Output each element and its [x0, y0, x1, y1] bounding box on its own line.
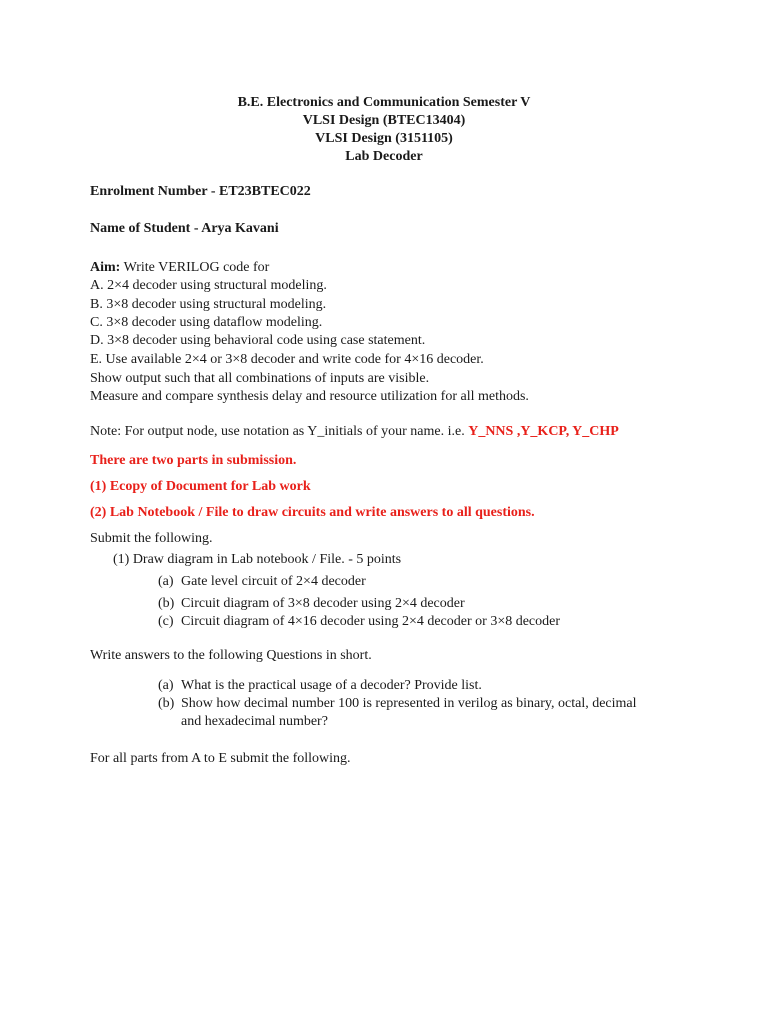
aim-note-measure: Measure and compare synthesis delay and resource utilization for all methods.	[90, 389, 529, 404]
aim-label: Aim:	[90, 260, 121, 275]
aim-item-d: D. 3×8 decoder using behavioral code using case statement.	[90, 333, 426, 348]
submit-subitem-b-label: (b)	[158, 596, 175, 611]
submit-following-heading: Submit the following.	[90, 531, 213, 546]
submission-part-1: (1) Ecopy of Document for Lab work	[90, 479, 311, 494]
aim-intro: Write VERILOG code for	[120, 260, 270, 275]
student-name: Name of Student - Arya Kavani	[90, 221, 279, 236]
submission-part-2: (2) Lab Notebook / File to draw circuits and write answers to all questions.	[90, 505, 535, 520]
submission-parts-heading: There are two parts in submission.	[90, 453, 297, 468]
submit-subitem-b-text: Circuit diagram of 3×8 decoder using 2×4 decoder	[181, 596, 465, 611]
header-line-course-1: VLSI Design (BTEC13404)	[302, 113, 466, 128]
aim-item-c: C. 3×8 decoder using dataflow modeling.	[90, 315, 323, 330]
header-line-course-2: VLSI Design (3151105)	[315, 131, 453, 146]
aim-item-b: B. 3×8 decoder using structural modeling.	[90, 297, 327, 312]
aim-heading	[90, 259, 269, 277]
question-a-label: (a)	[158, 678, 174, 693]
header-line-lab-title: Lab Decoder	[345, 149, 423, 164]
question-b-text: Show how decimal number 100 is represented in verilog as binary, octal, decimal	[181, 696, 637, 711]
output-node-note	[90, 423, 619, 441]
submit-subitem-a-label: (a)	[158, 574, 174, 589]
note-text: Note: For output node, use notation as Y_initials of your name. i.e.	[90, 424, 469, 439]
aim-note-output: Show output such that all combinations of inputs are visible.	[90, 371, 430, 386]
enrolment-number: Enrolment Number - ET23BTEC022	[90, 184, 311, 199]
aim-item-a: A. 2×4 decoder using structural modeling.	[90, 278, 327, 293]
note-highlight: Y_NNS ,Y_KCP, Y_CHP	[468, 424, 619, 439]
submit-subitem-c-label: (c)	[158, 614, 174, 629]
aim-item-e: E. Use available 2×4 or 3×8 decoder and write code for 4×16 decoder.	[90, 352, 484, 367]
questions-heading: Write answers to the following Questions in short.	[90, 648, 372, 663]
question-a-text: What is the practical usage of a decoder? Provide list.	[181, 678, 482, 693]
question-b-label: (b)	[158, 696, 175, 711]
submit-item-draw-diagram: (1) Draw diagram in Lab notebook / File. - 5 points	[113, 552, 402, 567]
submit-subitem-c-text: Circuit diagram of 4×16 decoder using 2×4 decoder or 3×8 decoder	[181, 614, 561, 629]
submit-subitem-a-text: Gate level circuit of 2×4 decoder	[181, 574, 366, 589]
footer-instruction: For all parts from A to E submit the following.	[90, 751, 351, 766]
question-b-text-cont: and hexadecimal number?	[181, 714, 328, 729]
header-line-program: B.E. Electronics and Communication Semester V	[237, 95, 531, 110]
